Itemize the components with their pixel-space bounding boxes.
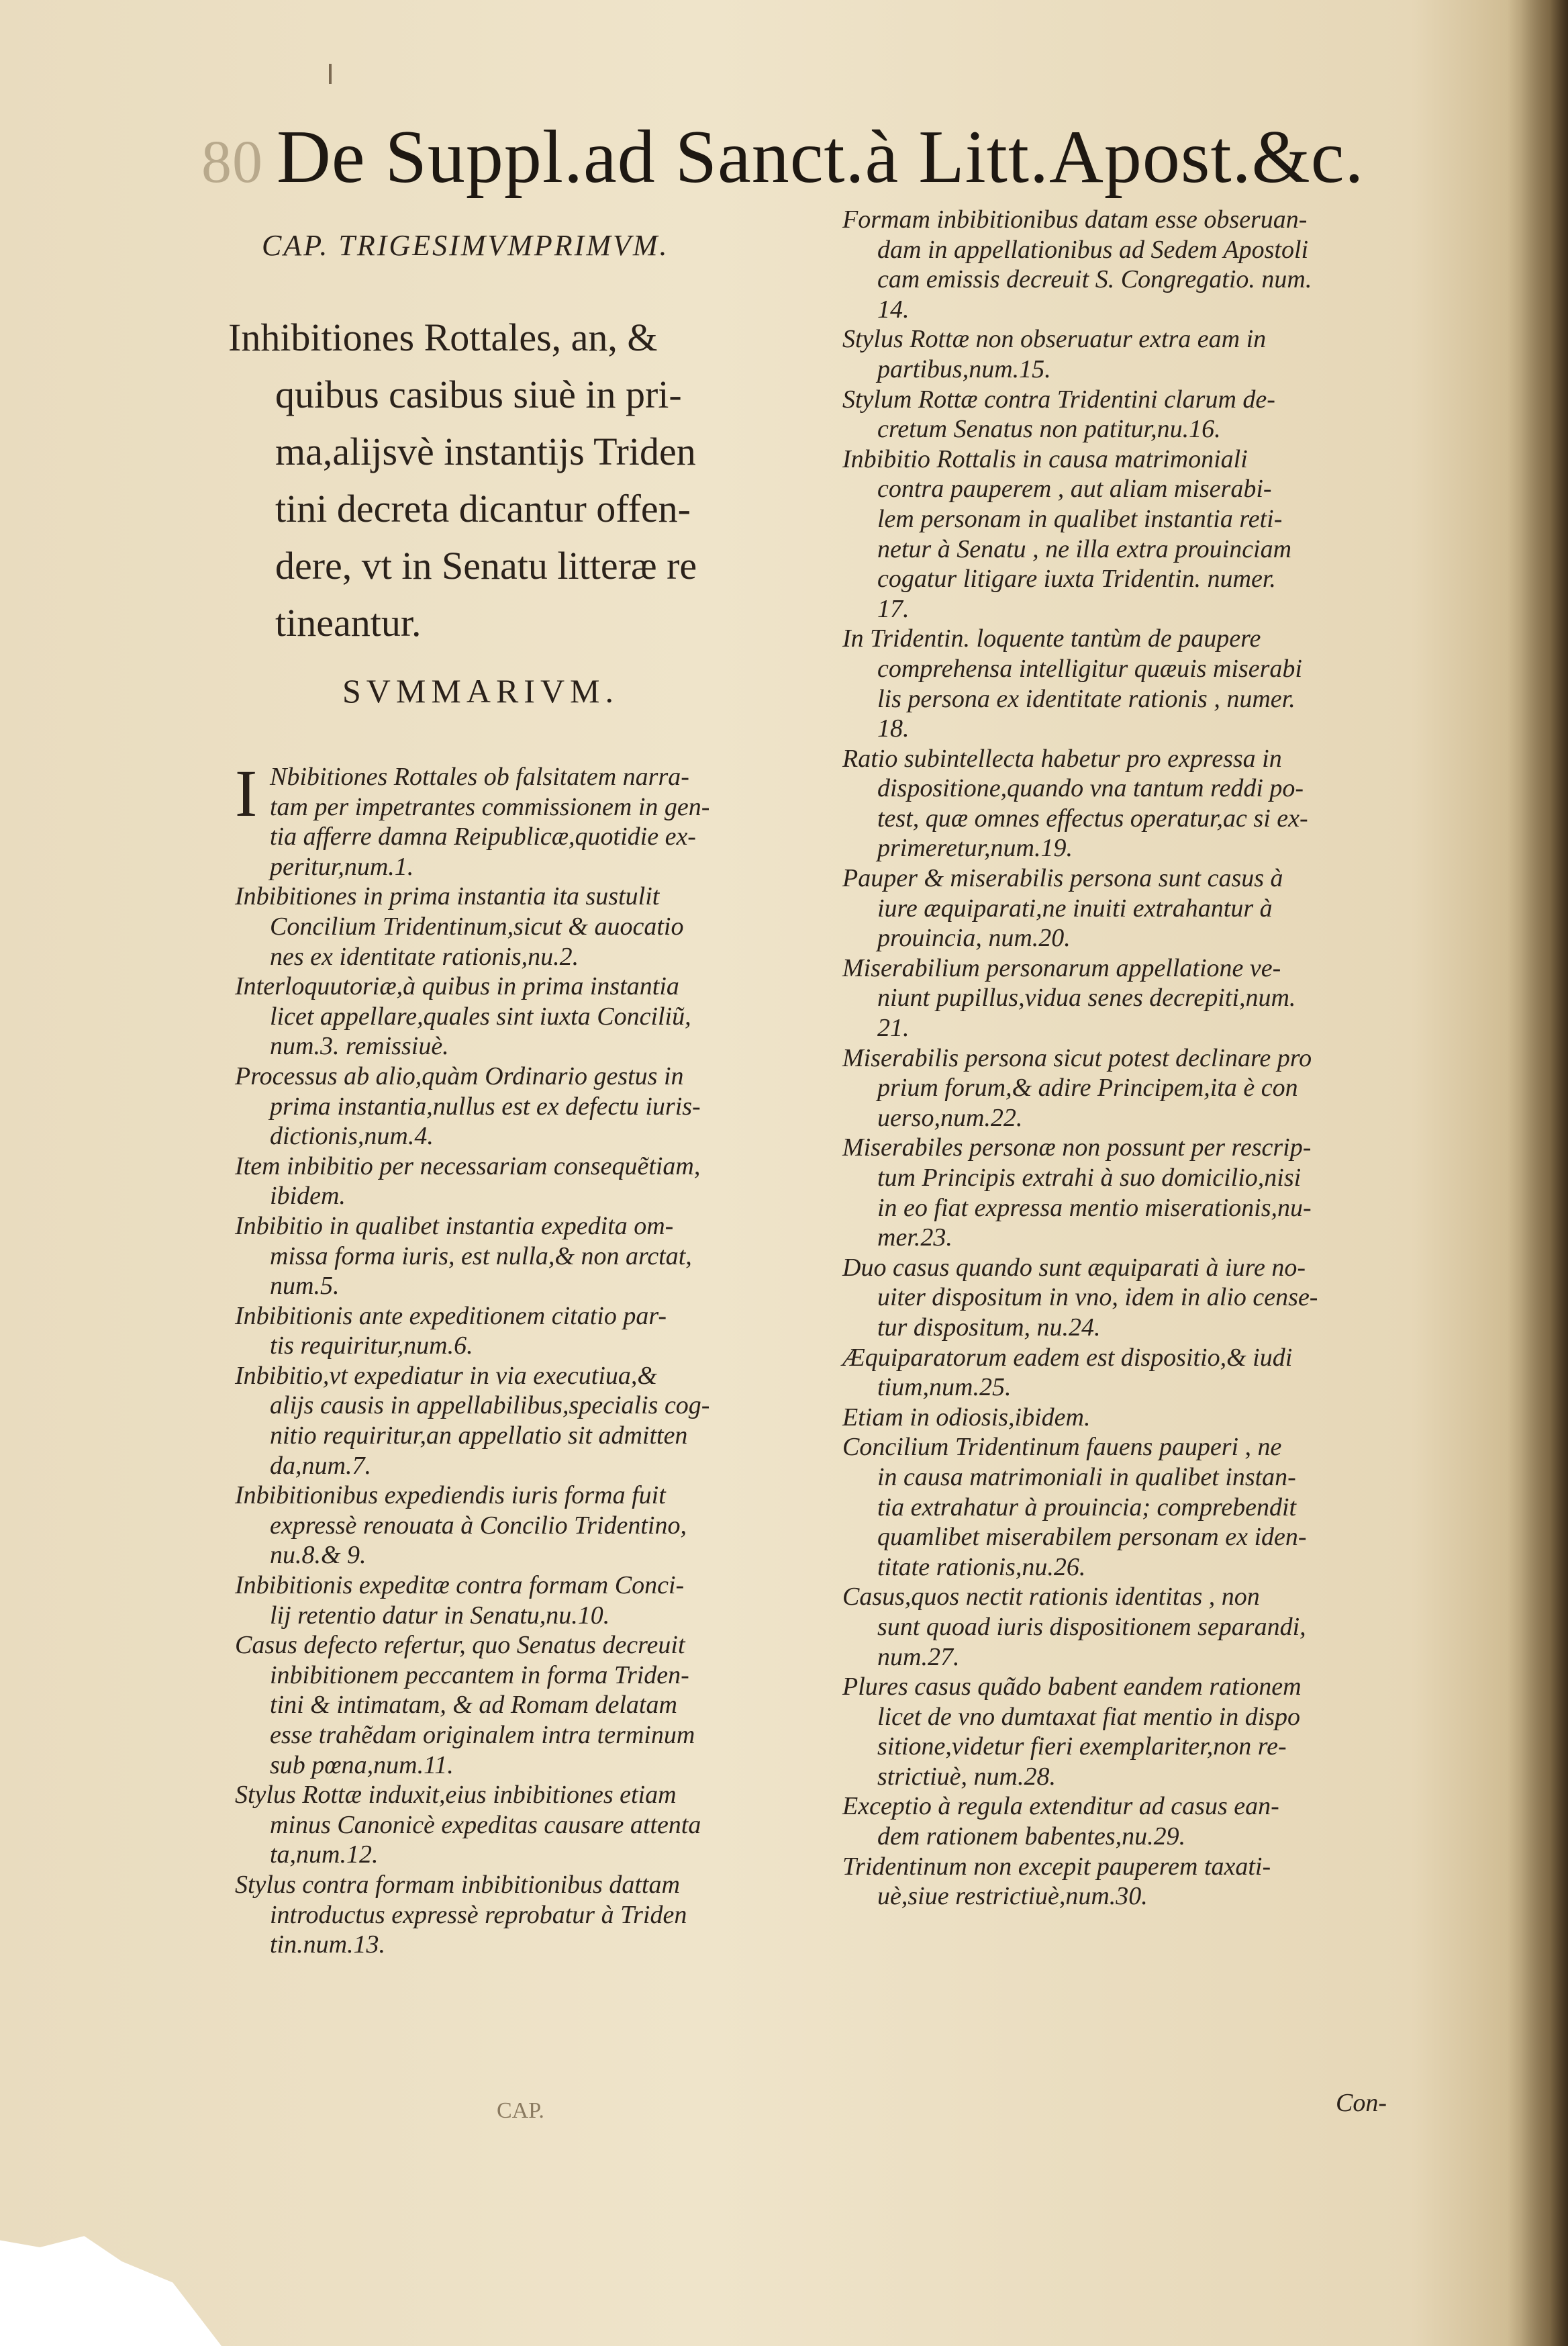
entry-line: Ratio subintellecta habetur pro expressa in — [842, 744, 1282, 773]
signature-mark: CAP. — [497, 2098, 544, 2123]
entry-line: Stylus contra formam inbibitionibus dattam — [235, 1870, 680, 1899]
entry-line: cretum Senatus non patitur,nu.16. — [877, 415, 1221, 444]
ink-mark — [329, 64, 332, 84]
entry-line: lis persona ex identitate rationis , numer. — [877, 684, 1295, 713]
summary-entry — [842, 1343, 1433, 1403]
entry-line: dispositione,quando vna tantum reddi po- — [877, 774, 1304, 803]
entry-line: Tridentinum non excepit pauperem taxati- — [842, 1852, 1271, 1881]
summary-entry — [842, 863, 1433, 953]
summary-entry — [842, 385, 1433, 444]
entry-line: num.27. — [877, 1642, 960, 1671]
entry-line: uiter dispositum in vno, idem in alio cense- — [877, 1283, 1318, 1312]
entry-line: partibus,num.15. — [877, 355, 1051, 383]
entry-line: lem personam in qualibet instantia reti- — [877, 504, 1283, 533]
summary-entry — [842, 1852, 1433, 1912]
entry-line: nu.8.& 9. — [270, 1541, 366, 1570]
entry-line: minus Canonicè expeditas causare attenta — [270, 1810, 701, 1839]
entry-line: mer.23. — [877, 1223, 952, 1252]
catchword: Con- — [1336, 2089, 1387, 2117]
entry-line: introductus expressè reprobatur à Triden — [270, 1900, 687, 1929]
entry-line: Miserabilium personarum appellatione ve- — [842, 953, 1281, 982]
summary-entry — [235, 1570, 812, 1630]
entry-line: Concilium Tridentinum,sicut & auocatio — [270, 912, 684, 941]
summary-entry — [235, 1630, 812, 1780]
page-number: 80 — [201, 129, 263, 195]
entry-line: Inbibitio,vt expediatur in via executiua,& — [235, 1361, 657, 1390]
entry-line: licet appellare,quales sint iuxta Conciliũ, — [270, 1002, 691, 1031]
summary-entry — [235, 1211, 812, 1301]
entry-line: tin.num.13. — [270, 1930, 386, 1959]
summary-right-column — [842, 205, 1433, 1912]
entry-line: Inbibitionibus expediendis iuris forma fuit — [235, 1481, 666, 1510]
entry-line: Inbibitiones in prima instantia ita sustulit — [235, 882, 660, 911]
summary-entry — [842, 1791, 1433, 1851]
chapter-lead — [228, 309, 805, 651]
summary-entry — [235, 882, 812, 972]
entry-line: dam in appellationibus ad Sedem Apostoli — [877, 235, 1309, 264]
entry-line: peritur,num.1. — [270, 852, 414, 881]
entry-line: Concilium Tridentinum fauens pauperi , ne — [842, 1433, 1282, 1462]
entry-line: da,num.7. — [270, 1451, 371, 1480]
summary-entry — [235, 1481, 812, 1570]
summary-entry — [842, 953, 1433, 1043]
entry-line: sitione,videtur fieri exemplariter,non re- — [877, 1732, 1287, 1761]
entry-line: 14. — [877, 295, 910, 324]
summary-entry — [235, 1062, 812, 1152]
summary-entry — [235, 1361, 812, 1481]
entry-line: Casus defecto refertur, quo Senatus decreuit — [235, 1631, 685, 1660]
entry-line: alijs causis in appellabilibus,specialis cog- — [270, 1391, 710, 1420]
summary-entry — [235, 756, 812, 882]
entry-line: sunt quoad iuris dispositionem separandi, — [877, 1612, 1306, 1641]
lead-line: tini decreta dicantur offen- — [275, 487, 691, 530]
entry-line: titate rationis,nu.26. — [877, 1552, 1086, 1581]
entry-line: comprehensa intelligitur quæuis miserabi — [877, 654, 1302, 683]
entry-line: tur dispositum, nu.24. — [877, 1313, 1101, 1342]
entry-line: tia afferre damna Reipublicæ,quotidie ex- — [270, 823, 696, 851]
entry-line: in eo fiat expressa mentio miserationis,nu- — [877, 1193, 1312, 1222]
entry-line: expressè renouata à Concilio Tridentino, — [270, 1511, 687, 1540]
entry-line: 21. — [877, 1014, 910, 1043]
summary-entry — [842, 205, 1433, 324]
entry-line: esse trahẽdam originalem intra terminum — [270, 1721, 695, 1749]
entry-line: nes ex identitate rationis,nu.2. — [270, 942, 579, 971]
summary-entry — [842, 324, 1433, 384]
summary-entry — [842, 444, 1433, 624]
entry-line: num.5. — [270, 1272, 340, 1301]
entry-line: Inbibitionis ante expeditionem citatio par- — [235, 1301, 667, 1330]
entry-line: nitio requiritur,an appellatio sit admitten — [270, 1421, 688, 1450]
lead-line: quibus casibus siuè in pri- — [275, 373, 682, 416]
summary-entry — [842, 744, 1433, 863]
entry-line: uè,siue restrictiuè,num.30. — [877, 1882, 1148, 1911]
entry-line: tum Principis extrahi à suo domicilio,nisi — [877, 1164, 1302, 1192]
entry-line: iure æquiparati,ne inuiti extrahantur à — [877, 894, 1273, 923]
summary-entry — [842, 1432, 1433, 1582]
entry-line: niunt pupillus,vidua senes decrepiti,num. — [877, 984, 1296, 1013]
entry-line: Inbibitionis expeditæ contra formam Conci- — [235, 1571, 685, 1600]
summary-entry — [235, 1870, 812, 1960]
lead-line: Inhibitiones Rottales, an, & — [228, 316, 658, 359]
entry-line: Duo casus quando sunt æquiparati à iure no- — [842, 1253, 1306, 1282]
entry-line: prium forum,& adire Principem,ita è con — [877, 1074, 1298, 1102]
entry-line: prima instantia,nullus est ex defectu iuris- — [270, 1092, 701, 1121]
entry-line: num.3. remissiuè. — [270, 1032, 449, 1061]
summary-entry — [842, 1403, 1433, 1433]
entry-line: tam per impetrantes commissionem in gen- — [270, 792, 710, 821]
entry-line: Stylus Rottæ non obseruatur extra eam in — [842, 325, 1267, 354]
summary-entry — [235, 972, 812, 1062]
entry-line: Miserabilis persona sicut potest declinare pro — [842, 1043, 1312, 1072]
entry-line: prouincia, num.20. — [877, 924, 1071, 953]
entry-line: Stylum Rottæ contra Tridentini clarum de- — [842, 385, 1275, 414]
entry-line: inbibitionem peccantem in forma Triden- — [270, 1660, 689, 1689]
binding-shadow — [1508, 0, 1568, 2346]
entry-line: sub pœna,num.11. — [270, 1750, 454, 1779]
summary-entry — [842, 1672, 1433, 1791]
entry-line: 17. — [877, 594, 910, 623]
entry-line: uerso,num.22. — [877, 1103, 1023, 1132]
entry-line: netur à Senatu , ne illa extra prouinciam — [877, 534, 1292, 563]
entry-line: Plures casus quãdo babent eandem rationem — [842, 1673, 1302, 1701]
entry-line: missa forma iuris, est nulla,& non arctat, — [270, 1241, 692, 1270]
entry-line: Inbibitio in qualibet instantia expedita om- — [235, 1211, 674, 1240]
summary-entry — [235, 1152, 812, 1211]
entry-line: Nbibitiones Rottales ob falsitatem narra- — [270, 763, 689, 791]
entry-line: ta,num.12. — [270, 1840, 379, 1869]
summary-entry — [235, 1301, 812, 1361]
summary-heading: SVMMARIVM. — [342, 672, 620, 710]
entry-line: tium,num.25. — [877, 1373, 1012, 1402]
drop-capital: I — [235, 756, 258, 831]
lead-line: ma,alijsvè instantijs Triden — [275, 430, 696, 473]
lead-line: dere, vt in Senatu litteræ re — [275, 544, 697, 588]
entry-line: Casus,quos nectit rationis identitas , non — [842, 1583, 1260, 1611]
entry-line: ibidem. — [270, 1182, 346, 1211]
entry-line: in causa matrimoniali in qualibet instan- — [877, 1462, 1296, 1491]
summary-entry — [842, 1043, 1433, 1133]
summary-entry — [842, 1253, 1433, 1343]
summary-entry — [842, 624, 1433, 743]
entry-line: Æquiparatorum eadem est dispositio,& iudi — [842, 1343, 1293, 1372]
torn-corner — [0, 2205, 222, 2346]
entry-line: tia extrahatur à prouincia; comprebendit — [877, 1493, 1297, 1521]
entry-line: Inbibitio Rottalis in causa matrimoniali — [842, 444, 1248, 473]
entry-line: 18. — [877, 714, 910, 743]
entry-line: Exceptio à regula extenditur ad casus ean- — [842, 1792, 1279, 1821]
entry-line: lij retentio datur in Senatu,nu.10. — [270, 1601, 610, 1630]
entry-line: contra pauperem , aut aliam miserabi- — [877, 475, 1272, 504]
entry-line: In Tridentin. loquente tantùm de paupere — [842, 624, 1261, 653]
summary-left-column — [235, 756, 812, 1960]
entry-line: Interloquutoriæ,à quibus in prima instantia — [235, 972, 679, 1001]
entry-line: dictionis,num.4. — [270, 1122, 434, 1151]
entry-line: cogatur litigare iuxta Tridentin. numer. — [877, 565, 1276, 594]
entry-line: Stylus Rottæ induxit,eius inbibitiones etiam — [235, 1781, 677, 1810]
running-title: De Suppl.ad Sanct.à Litt.Apost.&c. — [277, 115, 1365, 199]
lead-line: tineantur. — [275, 601, 422, 645]
summary-entry — [235, 1780, 812, 1870]
entry-line: quamlibet miserabilem personam ex iden- — [877, 1523, 1307, 1552]
chapter-title: CAP. TRIGESIMVMPRIMVM. — [262, 229, 669, 262]
entry-line: Processus ab alio,quàm Ordinario gestus in — [235, 1062, 684, 1090]
entry-line: Miserabiles personæ non possunt per rescrip- — [842, 1133, 1312, 1162]
summary-entry — [842, 1133, 1433, 1252]
entry-line: Etiam in odiosis,ibidem. — [842, 1403, 1091, 1432]
entry-line: tis requiritur,num.6. — [270, 1331, 473, 1360]
entry-line: Item inbibitio per necessariam consequẽtiam, — [235, 1152, 701, 1180]
entry-line: cam emissis decreuit S. Congregatio. num. — [877, 265, 1312, 294]
entry-line: strictiuè, num.28. — [877, 1762, 1056, 1791]
summary-entry — [842, 1582, 1433, 1672]
entry-line: Pauper & miserabilis persona sunt casus à — [842, 864, 1283, 893]
entry-line: primeretur,num.19. — [877, 834, 1073, 863]
entry-line: dem rationem babentes,nu.29. — [877, 1822, 1186, 1851]
entry-line: Formam inbibitionibus datam esse obseruan- — [842, 205, 1308, 234]
entry-line: tini & intimatam, & ad Romam delatam — [270, 1691, 677, 1720]
entry-line: test, quæ omnes effectus operatur,ac si ex- — [877, 804, 1308, 833]
entry-line: licet de vno dumtaxat fiat mentio in dispo — [877, 1702, 1301, 1731]
